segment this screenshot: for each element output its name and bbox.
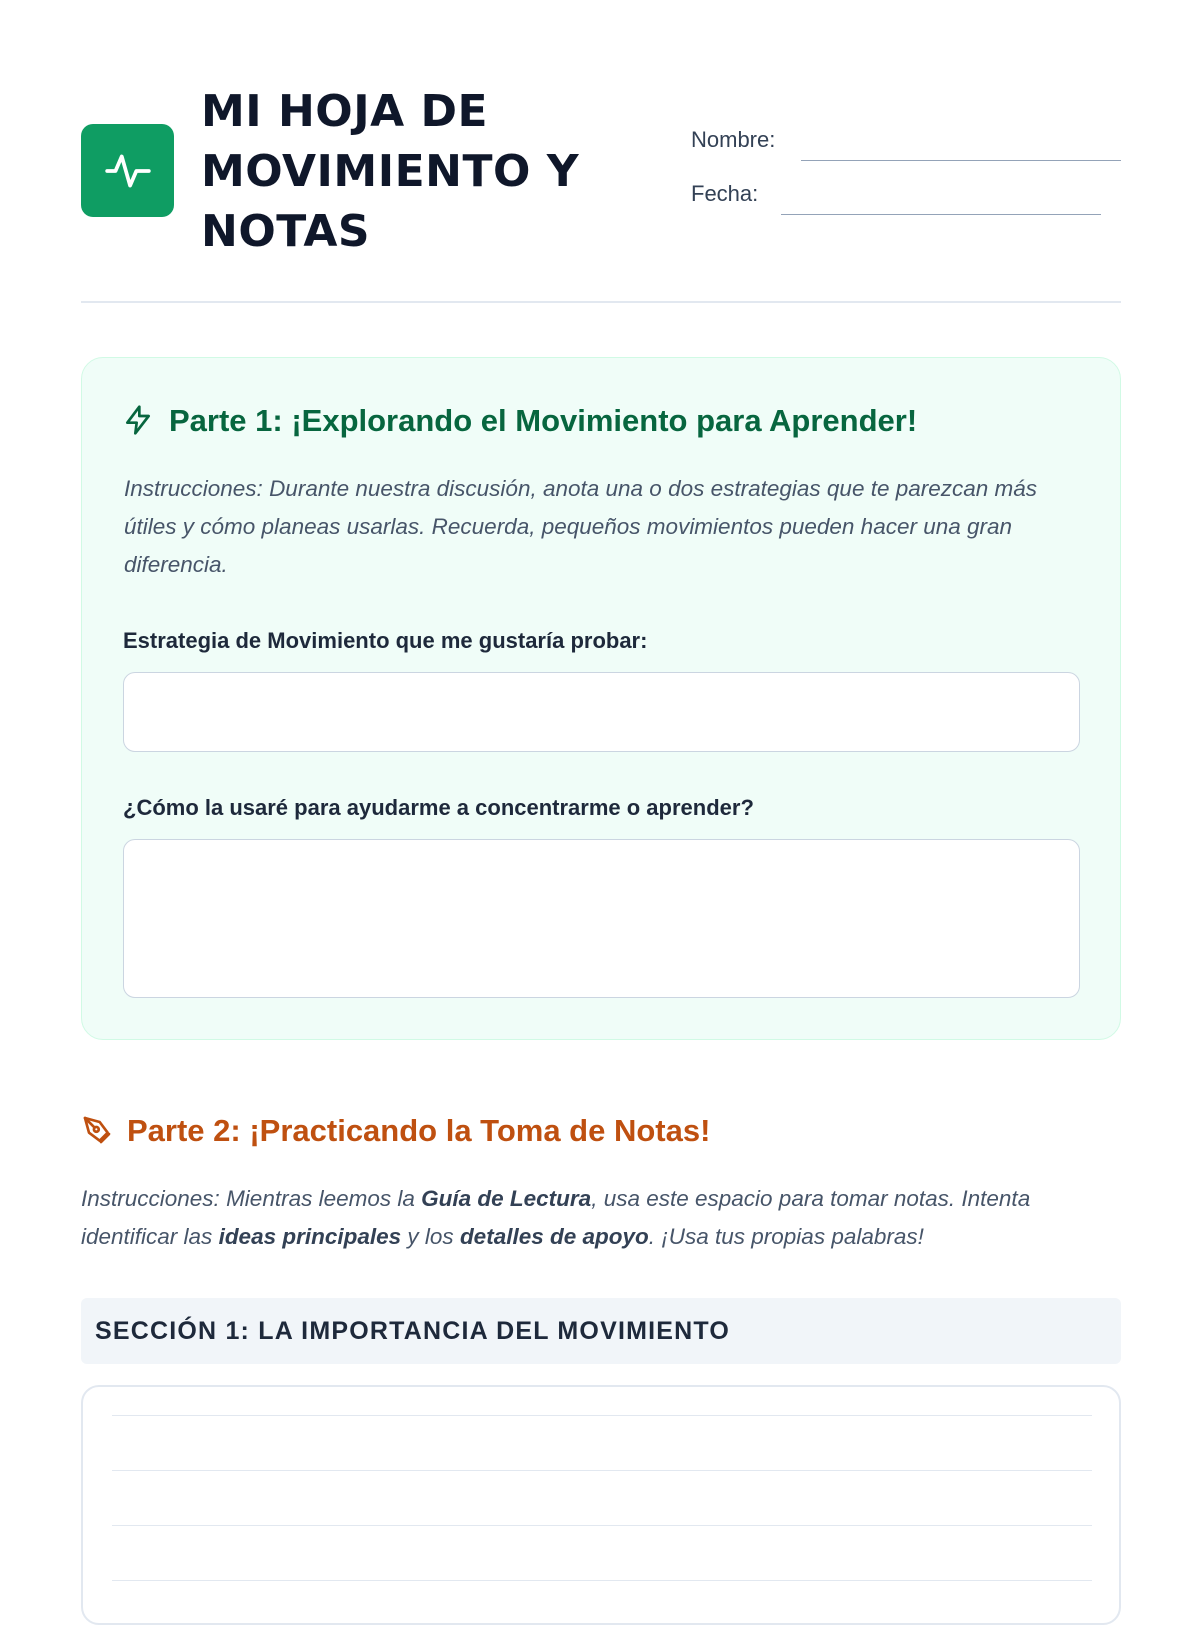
pen-tool-icon	[81, 1114, 113, 1151]
part2-instructions	[81, 1180, 1126, 1256]
lightning-bolt-icon	[122, 404, 154, 441]
note-line	[112, 1580, 1092, 1581]
part1-card	[81, 357, 1121, 1040]
date-label: Fecha:	[691, 181, 759, 206]
date-field[interactable]	[691, 181, 1121, 235]
date-write-line[interactable]	[781, 214, 1101, 215]
activity-pulse-icon	[81, 124, 174, 217]
section1-header	[81, 1298, 1121, 1364]
part1-instructions: Instrucciones: Durante nuestra discusión, anota una o dos estrategias que te parezcan más útiles y cómo planeas usarlas. Recuerda, pequeños movimientos pueden hacer una gran diferencia.	[124, 476, 1038, 577]
student-info-fields	[691, 127, 1121, 235]
instr-text: y los	[401, 1224, 460, 1249]
instr-bold-supporting-details: detalles de apoyo	[459, 1224, 649, 1249]
instr-text: Instrucciones: Mientras leemos la	[81, 1186, 422, 1211]
header-divider	[81, 301, 1121, 303]
name-write-line[interactable]	[801, 160, 1121, 161]
strategy-input[interactable]	[123, 672, 1080, 752]
usage-textarea[interactable]	[123, 839, 1080, 998]
part1-heading: Parte 1: ¡Explorando el Movimiento para Aprender!	[169, 403, 918, 438]
name-field[interactable]	[691, 127, 1121, 181]
instr-bold-main-ideas: ideas principales	[218, 1224, 402, 1249]
part2-heading: Parte 2: ¡Practicando la Toma de Notas!	[127, 1113, 711, 1148]
name-label: Nombre:	[691, 127, 776, 152]
note-line	[112, 1470, 1092, 1471]
note-line	[112, 1415, 1092, 1416]
section1-notes-area[interactable]	[81, 1385, 1121, 1625]
instr-bold-reading-guide: Guía de Lectura	[421, 1186, 592, 1211]
instr-text: , usa este espacio para tomar notas. Intenta identificar las	[81, 1186, 1031, 1249]
worksheet-header	[81, 82, 1121, 272]
page-title: MI HOJA DE MOVIMIENTO Y NOTAS	[201, 86, 580, 257]
section1-title: SECCIÓN 1: LA IMPORTANCIA DEL MOVIMIENTO	[95, 1316, 731, 1345]
instr-text: . ¡Usa tus propias palabras!	[648, 1224, 924, 1249]
note-line	[112, 1525, 1092, 1526]
usage-label: ¿Cómo la usaré para ayudarme a concentrarme o aprender?	[123, 795, 754, 820]
strategy-label: Estrategia de Movimiento que me gustaría probar:	[123, 628, 648, 653]
